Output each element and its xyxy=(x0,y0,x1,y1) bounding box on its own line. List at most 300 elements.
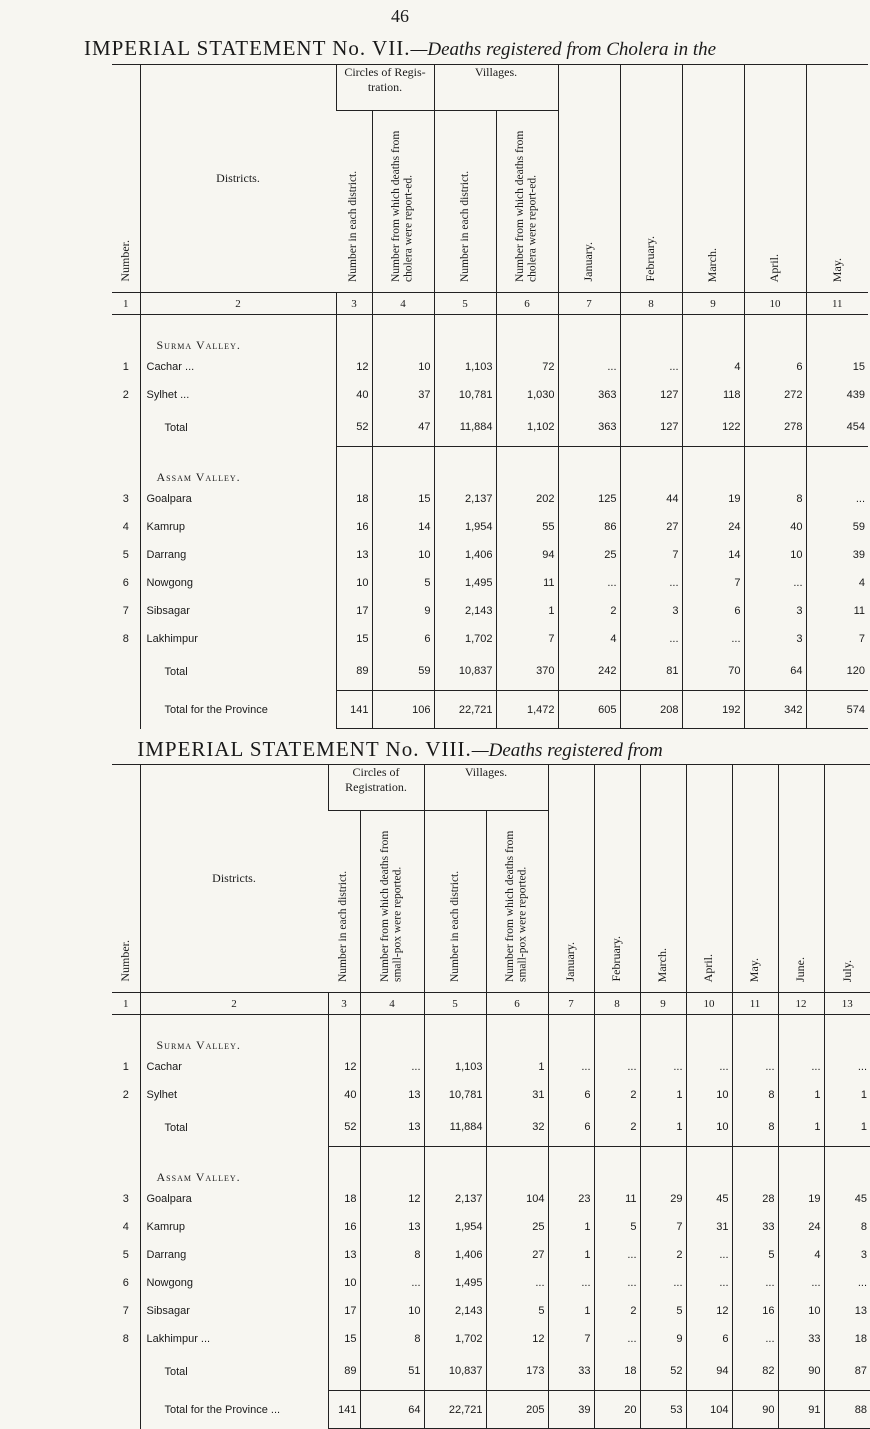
value-cell: 1,103 xyxy=(434,353,496,381)
value-cell: 24 xyxy=(682,513,744,541)
row-number: 3 xyxy=(122,1192,129,1205)
total-value: 342 xyxy=(744,691,806,729)
value-cell: 17 xyxy=(336,597,372,625)
total-value: 1,472 xyxy=(496,691,558,729)
value-cell: 5 xyxy=(486,1297,548,1325)
header-month-label: February. xyxy=(609,936,624,982)
empty-cell xyxy=(548,1015,594,1053)
value-cell: 1,954 xyxy=(434,513,496,541)
value-cell: ... xyxy=(594,1241,640,1269)
statement-7-title xyxy=(0,36,800,61)
column-number: 3 xyxy=(328,993,360,1015)
value-cell: 33 xyxy=(778,1325,824,1353)
table-row xyxy=(112,625,868,653)
row-number-cell xyxy=(112,691,140,729)
total-value: 82 xyxy=(732,1353,778,1391)
empty-cell xyxy=(328,1147,360,1185)
empty-cell xyxy=(686,1147,732,1185)
value-cell: ... xyxy=(744,569,806,597)
value-cell: 439 xyxy=(806,381,868,409)
district-name: Lakhimpur ... xyxy=(140,1325,328,1353)
value-cell: 13 xyxy=(360,1213,424,1241)
value-cell: 6 xyxy=(548,1081,594,1109)
total-value: 70 xyxy=(682,653,744,691)
empty-cell xyxy=(496,447,558,485)
header-villages-each-label: Number in each district. xyxy=(458,170,471,282)
header-districts: Districts. xyxy=(140,65,336,293)
total-value: 10 xyxy=(686,1109,732,1147)
value-cell: 3 xyxy=(744,597,806,625)
total-value: 120 xyxy=(806,653,868,691)
statement-8-table xyxy=(112,764,870,1429)
empty-cell xyxy=(806,447,868,485)
value-cell: 11 xyxy=(806,597,868,625)
value-cell: 3 xyxy=(620,597,682,625)
total-value: 141 xyxy=(328,1391,360,1429)
district-name: Lakhimpur xyxy=(140,625,336,653)
value-cell: 7 xyxy=(496,625,558,653)
value-cell: 10 xyxy=(744,541,806,569)
header-month-1 xyxy=(558,65,620,293)
column-number: 9 xyxy=(640,993,686,1015)
value-cell: 6 xyxy=(372,625,434,653)
header-number-label: Number. xyxy=(118,240,133,282)
header-month-6 xyxy=(778,765,824,993)
value-cell: ... xyxy=(824,1053,870,1081)
empty-cell xyxy=(620,447,682,485)
total-value: 90 xyxy=(732,1391,778,1429)
total-value: 81 xyxy=(620,653,682,691)
value-cell: ... xyxy=(360,1269,424,1297)
column-number: 5 xyxy=(434,293,496,315)
header-month-2 xyxy=(594,765,640,993)
empty-cell xyxy=(558,447,620,485)
value-cell: 8 xyxy=(744,485,806,513)
value-cell: 1,495 xyxy=(424,1269,486,1297)
row-number-cell xyxy=(112,653,140,691)
district-name: Cachar xyxy=(140,1053,328,1081)
total-value: 363 xyxy=(558,409,620,447)
total-value: 52 xyxy=(640,1353,686,1391)
empty-cell xyxy=(744,315,806,353)
empty-cell xyxy=(620,315,682,353)
total-value: 22,721 xyxy=(424,1391,486,1429)
value-cell: 1,495 xyxy=(434,569,496,597)
header-month-3 xyxy=(640,765,686,993)
column-number: 11 xyxy=(732,993,778,1015)
table-row xyxy=(112,541,868,569)
value-cell: 2,137 xyxy=(424,1185,486,1213)
empty-cell xyxy=(824,1147,870,1185)
value-cell: ... xyxy=(620,569,682,597)
total-value: 52 xyxy=(336,409,372,447)
row-number: 8 xyxy=(122,1332,129,1345)
value-cell: 40 xyxy=(744,513,806,541)
value-cell: 8 xyxy=(360,1325,424,1353)
column-number: 5 xyxy=(424,993,486,1015)
value-cell: 1,406 xyxy=(434,541,496,569)
value-cell: 8 xyxy=(732,1081,778,1109)
total-value: 122 xyxy=(682,409,744,447)
empty-cell xyxy=(640,1015,686,1053)
value-cell: 19 xyxy=(682,485,744,513)
header-month-label: April. xyxy=(767,253,782,282)
total-value: 11,884 xyxy=(424,1109,486,1147)
table-row xyxy=(112,597,868,625)
value-cell: 4 xyxy=(558,625,620,653)
column-number: 1 xyxy=(112,293,140,315)
value-cell: 17 xyxy=(328,1297,360,1325)
total-value: 8 xyxy=(732,1109,778,1147)
header-month-label: February. xyxy=(643,236,658,282)
header-number xyxy=(112,65,140,293)
grand-total-row xyxy=(112,1391,870,1429)
total-value: 10,837 xyxy=(424,1353,486,1391)
grand-total-label: Total for the Province xyxy=(140,691,336,729)
header-month-4 xyxy=(686,765,732,993)
empty-cell xyxy=(486,1147,548,1185)
value-cell: 12 xyxy=(336,353,372,381)
value-cell: 8 xyxy=(824,1213,870,1241)
value-cell: 2 xyxy=(558,597,620,625)
value-cell: 15 xyxy=(806,353,868,381)
total-value: 64 xyxy=(360,1391,424,1429)
header-number-label: Number. xyxy=(118,940,133,982)
total-value: 53 xyxy=(640,1391,686,1429)
column-number: 13 xyxy=(824,993,870,1015)
column-number: 8 xyxy=(620,293,682,315)
column-number: 10 xyxy=(686,993,732,1015)
empty-cell xyxy=(548,1147,594,1185)
total-value: 52 xyxy=(328,1109,360,1147)
total-row xyxy=(112,409,868,447)
value-cell: 11 xyxy=(496,569,558,597)
value-cell: 1 xyxy=(548,1213,594,1241)
value-cell: 104 xyxy=(486,1185,548,1213)
value-cell: 37 xyxy=(372,381,434,409)
empty-cell xyxy=(732,1015,778,1053)
district-name: Kamrup xyxy=(140,1213,328,1241)
header-circles: Circles of Registration. xyxy=(328,765,424,811)
header-month-label: June. xyxy=(793,957,808,982)
district-name: Sylhet xyxy=(140,1081,328,1109)
table-row xyxy=(112,1053,870,1081)
value-cell: 19 xyxy=(778,1185,824,1213)
value-cell: 14 xyxy=(682,541,744,569)
column-number: 2 xyxy=(140,993,328,1015)
value-cell: ... xyxy=(686,1053,732,1081)
statement-7-title-sub: —Deaths registered from Cholera in the xyxy=(410,39,717,60)
value-cell: 23 xyxy=(548,1185,594,1213)
row-number: 5 xyxy=(122,1248,129,1261)
row-number-cell xyxy=(112,1109,140,1147)
header-circles-from xyxy=(360,811,424,993)
district-name: Darrang xyxy=(140,541,336,569)
column-number: 7 xyxy=(558,293,620,315)
value-cell: 33 xyxy=(732,1213,778,1241)
empty-cell xyxy=(682,447,744,485)
district-name: Nowgong xyxy=(140,569,336,597)
total-value: 39 xyxy=(548,1391,594,1429)
value-cell: 40 xyxy=(336,381,372,409)
header-month-label: July. xyxy=(839,959,854,982)
value-cell: 9 xyxy=(640,1325,686,1353)
value-cell: 10 xyxy=(372,353,434,381)
value-cell: 202 xyxy=(496,485,558,513)
value-cell: ... xyxy=(548,1053,594,1081)
empty-cell xyxy=(424,1015,486,1053)
value-cell: 44 xyxy=(620,485,682,513)
total-label: Total xyxy=(140,653,336,691)
header-month-label: March. xyxy=(705,247,720,282)
total-value: 20 xyxy=(594,1391,640,1429)
value-cell: ... xyxy=(732,1053,778,1081)
value-cell: 1,103 xyxy=(424,1053,486,1081)
row-number-cell xyxy=(112,1015,140,1053)
header-month-label: May. xyxy=(747,957,762,982)
total-label: Total xyxy=(140,1109,328,1147)
value-cell: 15 xyxy=(372,485,434,513)
table-row xyxy=(112,569,868,597)
total-label: Total xyxy=(140,1353,328,1391)
total-value: 90 xyxy=(778,1353,824,1391)
value-cell: 18 xyxy=(328,1185,360,1213)
value-cell: 14 xyxy=(372,513,434,541)
value-cell: 72 xyxy=(496,353,558,381)
empty-cell xyxy=(686,1015,732,1053)
header-month-2 xyxy=(620,65,682,293)
row-number: 5 xyxy=(122,548,129,561)
section-heading: Assam Valley. xyxy=(140,1147,328,1185)
row-number-cell xyxy=(112,1147,140,1185)
value-cell: 15 xyxy=(336,625,372,653)
total-value: 59 xyxy=(372,653,434,691)
row-number-cell xyxy=(112,1391,140,1429)
row-number: 6 xyxy=(122,1276,129,1289)
column-number: 1 xyxy=(112,993,140,1015)
value-cell: ... xyxy=(486,1269,548,1297)
value-cell: 1 xyxy=(496,597,558,625)
total-value: 13 xyxy=(360,1109,424,1147)
header-month-label: January. xyxy=(563,942,578,982)
value-cell: 4 xyxy=(778,1241,824,1269)
header-circles-each-label: Number in each district. xyxy=(337,870,350,982)
header-month-label: May. xyxy=(829,257,844,282)
header-villages-each xyxy=(424,811,486,993)
value-cell: 363 xyxy=(558,381,620,409)
value-cell: ... xyxy=(548,1269,594,1297)
value-cell: ... xyxy=(594,1325,640,1353)
grand-total-label: Total for the Province ... xyxy=(140,1391,328,1429)
total-value: 104 xyxy=(686,1391,732,1429)
value-cell: ... xyxy=(640,1053,686,1081)
row-number-cell xyxy=(112,1353,140,1391)
total-value: 574 xyxy=(806,691,868,729)
value-cell: 5 xyxy=(372,569,434,597)
header-villages-each-label: Number in each district. xyxy=(448,870,461,982)
value-cell: 12 xyxy=(328,1053,360,1081)
value-cell: 1,954 xyxy=(424,1213,486,1241)
empty-cell xyxy=(360,1015,424,1053)
section-heading: Surma Valley. xyxy=(140,1015,328,1053)
value-cell: 127 xyxy=(620,381,682,409)
total-value: 106 xyxy=(372,691,434,729)
value-cell: 25 xyxy=(558,541,620,569)
header-month-label: March. xyxy=(655,947,670,982)
value-cell: 10 xyxy=(328,1269,360,1297)
value-cell: 27 xyxy=(486,1241,548,1269)
value-cell: 40 xyxy=(328,1081,360,1109)
empty-cell xyxy=(434,447,496,485)
value-cell: 118 xyxy=(682,381,744,409)
value-cell: 10 xyxy=(778,1297,824,1325)
value-cell: ... xyxy=(732,1269,778,1297)
empty-cell xyxy=(732,1147,778,1185)
header-circles-each xyxy=(328,811,360,993)
value-cell: 7 xyxy=(682,569,744,597)
empty-cell xyxy=(594,1147,640,1185)
row-number: 2 xyxy=(122,1088,129,1101)
value-cell: 5 xyxy=(640,1297,686,1325)
value-cell: ... xyxy=(778,1269,824,1297)
value-cell: ... xyxy=(686,1241,732,1269)
value-cell: 55 xyxy=(496,513,558,541)
value-cell: ... xyxy=(558,353,620,381)
value-cell: 7 xyxy=(806,625,868,653)
header-month-label: January. xyxy=(581,242,596,282)
value-cell: 13 xyxy=(360,1081,424,1109)
total-label: Total xyxy=(140,409,336,447)
empty-cell xyxy=(824,1015,870,1053)
header-villages-from-label: Number from which deaths from cholera were report-ed. xyxy=(514,130,540,282)
value-cell: 1,030 xyxy=(496,381,558,409)
value-cell: 18 xyxy=(824,1325,870,1353)
value-cell: 1,702 xyxy=(434,625,496,653)
table-row xyxy=(112,513,868,541)
header-month-5 xyxy=(732,765,778,993)
value-cell: 11 xyxy=(594,1185,640,1213)
value-cell: 45 xyxy=(824,1185,870,1213)
value-cell: 6 xyxy=(682,597,744,625)
empty-cell xyxy=(360,1147,424,1185)
row-number: 3 xyxy=(122,492,129,505)
column-number: 10 xyxy=(744,293,806,315)
header-circles: Circles of Regis-tration. xyxy=(336,65,434,111)
header-districts: Districts. xyxy=(140,765,328,993)
header-circles-each xyxy=(336,111,372,293)
value-cell: 10 xyxy=(686,1081,732,1109)
value-cell: 4 xyxy=(682,353,744,381)
total-value: 6 xyxy=(548,1109,594,1147)
header-month-7 xyxy=(824,765,870,993)
total-value: 370 xyxy=(496,653,558,691)
total-value: 127 xyxy=(620,409,682,447)
district-name: Nowgong xyxy=(140,1269,328,1297)
value-cell: 10 xyxy=(336,569,372,597)
total-value: 33 xyxy=(548,1353,594,1391)
empty-cell xyxy=(744,447,806,485)
value-cell: 7 xyxy=(620,541,682,569)
total-value: 2 xyxy=(594,1109,640,1147)
value-cell: 13 xyxy=(336,541,372,569)
table-row xyxy=(112,485,868,513)
value-cell: 2 xyxy=(640,1241,686,1269)
value-cell: ... xyxy=(778,1053,824,1081)
total-value: 88 xyxy=(824,1391,870,1429)
row-number-cell xyxy=(112,409,140,447)
header-villages-from xyxy=(496,111,558,293)
value-cell: 5 xyxy=(594,1213,640,1241)
value-cell: 27 xyxy=(620,513,682,541)
column-number: 9 xyxy=(682,293,744,315)
header-circles-from xyxy=(372,111,434,293)
empty-cell xyxy=(372,315,434,353)
column-number: 2 xyxy=(140,293,336,315)
empty-cell xyxy=(486,1015,548,1053)
value-cell: 10 xyxy=(372,541,434,569)
header-month-label: April. xyxy=(701,953,716,982)
header-villages: Villages. xyxy=(434,65,558,111)
table-row xyxy=(112,1297,870,1325)
row-number: 1 xyxy=(122,360,129,373)
row-number-cell xyxy=(112,447,140,485)
value-cell: 29 xyxy=(640,1185,686,1213)
header-villages-each xyxy=(434,111,496,293)
empty-cell xyxy=(336,315,372,353)
total-value: 454 xyxy=(806,409,868,447)
district-name: Sibsagar xyxy=(140,597,336,625)
value-cell: 10,781 xyxy=(434,381,496,409)
total-row xyxy=(112,1353,870,1391)
header-month-5 xyxy=(806,65,868,293)
statement-8-title xyxy=(0,737,800,762)
total-value: 89 xyxy=(336,653,372,691)
value-cell: 3 xyxy=(824,1241,870,1269)
table-row xyxy=(112,1241,870,1269)
value-cell: 1 xyxy=(486,1053,548,1081)
district-name: Sibsagar xyxy=(140,1297,328,1325)
value-cell: 10 xyxy=(360,1297,424,1325)
column-number: 7 xyxy=(548,993,594,1015)
value-cell: 59 xyxy=(806,513,868,541)
value-cell: 31 xyxy=(686,1213,732,1241)
row-number: 8 xyxy=(122,632,129,645)
value-cell: ... xyxy=(806,485,868,513)
header-circles-from-label: Number from which deaths from small-pox were reported. xyxy=(379,830,404,982)
total-value: 205 xyxy=(486,1391,548,1429)
empty-cell xyxy=(336,447,372,485)
value-cell: 12 xyxy=(486,1325,548,1353)
value-cell: 8 xyxy=(360,1241,424,1269)
value-cell: 31 xyxy=(486,1081,548,1109)
value-cell: 1 xyxy=(548,1241,594,1269)
value-cell: 18 xyxy=(336,485,372,513)
header-villages-from xyxy=(486,811,548,993)
value-cell: 2 xyxy=(594,1297,640,1325)
row-number: 7 xyxy=(122,604,129,617)
row-number: 6 xyxy=(122,576,129,589)
section-heading: Surma Valley. xyxy=(140,315,336,353)
value-cell: 39 xyxy=(806,541,868,569)
total-value: 22,721 xyxy=(434,691,496,729)
district-name: Kamrup xyxy=(140,513,336,541)
empty-cell xyxy=(682,315,744,353)
value-cell: 125 xyxy=(558,485,620,513)
total-value: 64 xyxy=(744,653,806,691)
header-month-4 xyxy=(744,65,806,293)
value-cell: 7 xyxy=(640,1213,686,1241)
value-cell: ... xyxy=(558,569,620,597)
